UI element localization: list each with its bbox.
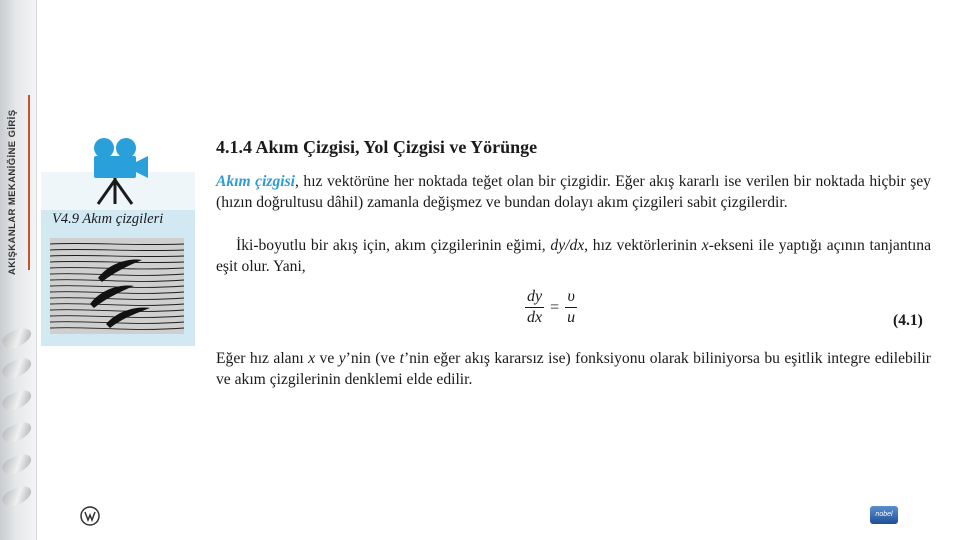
section-heading: 4.1.4 Akım Çizgisi, Yol Çizgisi ve Yörünge (216, 137, 538, 157)
video-camera-icon[interactable] (84, 136, 152, 208)
term-akim-cizgisi: Akım çizgisi (216, 173, 296, 190)
wiley-logo-icon (80, 506, 100, 526)
paragraph-slope: İki-boyutlu bir akış için, akım çizgilerinin eğimi, dy/dx, hız vektörlerinin x-ekseni ile yaptığı açının tanjantına eşit olur. Yani, (216, 237, 931, 275)
video-label[interactable]: V4.9 Akım çizgileri (52, 211, 164, 227)
spine-accent-line (28, 95, 30, 270)
fraction-dy-dx: $\frac{dy}{dx}$ (527, 288, 543, 326)
book-spine (0, 0, 37, 540)
book-title: AKIŞKANLAR MEKANİĞİNE GİRİŞ (7, 109, 18, 275)
spine-decoration (0, 320, 36, 530)
nobel-logo: nobel (870, 506, 898, 524)
streamline-photo (50, 238, 184, 334)
equation-number: (4.1) (893, 312, 923, 329)
paragraph-integration: Eğer hız alanı x ve y’nin (ve t’nin eğer akış kararsız ise) fonksiyonu olarak biliniyorsa bu eşitlik integre edilebilir ve akım çizgilerinin denklemi elde edilir. (216, 350, 932, 388)
fraction-v-u: $\frac{\upsilon}{u}$ (567, 288, 576, 326)
equation-4-1: $\frac{dy}{dx}$ = $\frac{\upsilon}{u}$ (527, 288, 576, 326)
paragraph-definition: Akım çizgisi, hız vektörüne her noktada teğet olan bir çizgidir. Eğer akış kararlı ise verilen bir noktada hiçbir şey (hızın doğrultusu dâhil) zamanla değişmez ve bundan dolayı akım çizgileri sabit çizgilerdir. (216, 173, 931, 211)
